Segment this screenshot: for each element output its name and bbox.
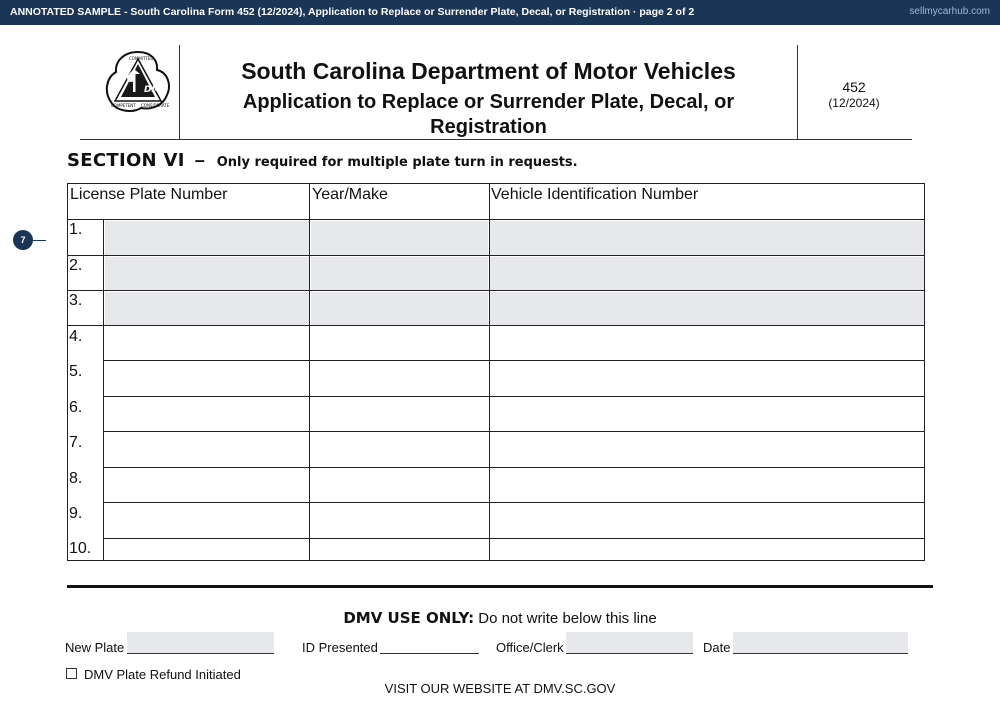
row-line [103,360,924,361]
row-number: 5. [69,363,83,380]
row-1-plate-input[interactable] [105,221,310,255]
id-presented-label: ID Presented [302,640,378,655]
row-line [103,502,924,503]
row-number: 6. [69,399,83,416]
row-line [68,290,924,291]
date-field[interactable] [733,632,908,654]
dmv-use-rest: Do not write below this line [474,610,657,627]
logo-ring-bottom-right: CONSIDERATE [141,103,170,108]
column-divider-2 [489,184,490,561]
logo-ring-bottom-left: COMPETENT [111,103,136,108]
form-number: 452 [842,79,866,95]
annotation-banner [0,0,1000,25]
logo-label: DMV [144,85,168,95]
row-3-yearmake-input[interactable] [311,292,488,325]
row-3-vin-input[interactable] [490,292,924,325]
row-number: 7. [69,434,83,451]
row-number: 3. [69,292,83,309]
row-2-vin-input[interactable] [490,257,924,291]
logo-ring-top: COMMITTED [129,56,154,61]
plate-refund-label: DMV Plate Refund Initiated [84,667,241,682]
column-header-yearmake: Year/Make [312,186,388,203]
website-footer: VISIT OUR WEBSITE AT DMV.SC.GOV [384,681,616,696]
application-title-line1: Application to Replace or Surrender Plate, Decal, or [242,91,735,113]
row-line [68,255,924,256]
annotation-marker[interactable]: 7 [13,230,33,250]
banner-title: ANNOTATED SAMPLE - South Carolina Form 452 (12/2024), Application to Replace or Surrender Plate, Decal, or Registration · page 2 of 2 [10,6,695,18]
section-note: Only required for multiple plate turn in requests. [216,155,578,170]
row-3-plate-input[interactable] [105,292,310,325]
section-dash: – [194,150,205,170]
column-header-plate: License Plate Number [70,186,228,203]
dmv-use-heading [0,609,1000,627]
form-date: (12/2024) [828,96,880,110]
column-divider-1 [309,184,310,561]
row-2-yearmake-input[interactable] [311,257,488,291]
column-header-vin: Vehicle Identification Number [491,186,699,203]
sc-dmv-seal-icon [103,50,173,114]
banner-site-link[interactable]: sellmycarhub.com [909,6,990,17]
department-title: South Carolina Department of Motor Vehicles [241,58,736,84]
plate-table [67,183,925,561]
row-line [103,431,924,432]
new-plate-field[interactable] [127,632,274,654]
row-line [68,325,924,326]
row-number: 8. [69,470,83,487]
row-line [103,538,924,539]
row-number: 9. [69,505,83,522]
office-clerk-field[interactable] [566,632,693,654]
application-title-line2: Registration [430,116,547,138]
row-number: 1. [69,221,83,238]
row-line [103,396,924,397]
section-title: SECTION VI [67,150,185,171]
row-number: 2. [69,257,83,274]
row-number: 4. [69,328,83,345]
section-heading [67,150,578,171]
dmv-use-divider [67,585,933,588]
row-1-vin-input[interactable] [490,221,924,255]
date-label: Date [703,640,731,655]
annotation-leader-line [33,240,46,241]
row-line [103,467,924,468]
new-plate-label: New Plate [65,640,125,655]
row-number-divider [103,219,104,561]
dmv-use-bold: DMV USE ONLY: [343,609,475,627]
application-title [180,90,797,140]
row-line [68,219,924,220]
id-presented-field[interactable] [380,632,479,654]
row-2-plate-input[interactable] [105,257,310,291]
row-1-yearmake-input[interactable] [311,221,488,255]
plate-refund-checkbox[interactable] [66,668,77,679]
row-number: 10. [69,540,92,557]
office-clerk-label: Office/Clerk [496,640,564,655]
